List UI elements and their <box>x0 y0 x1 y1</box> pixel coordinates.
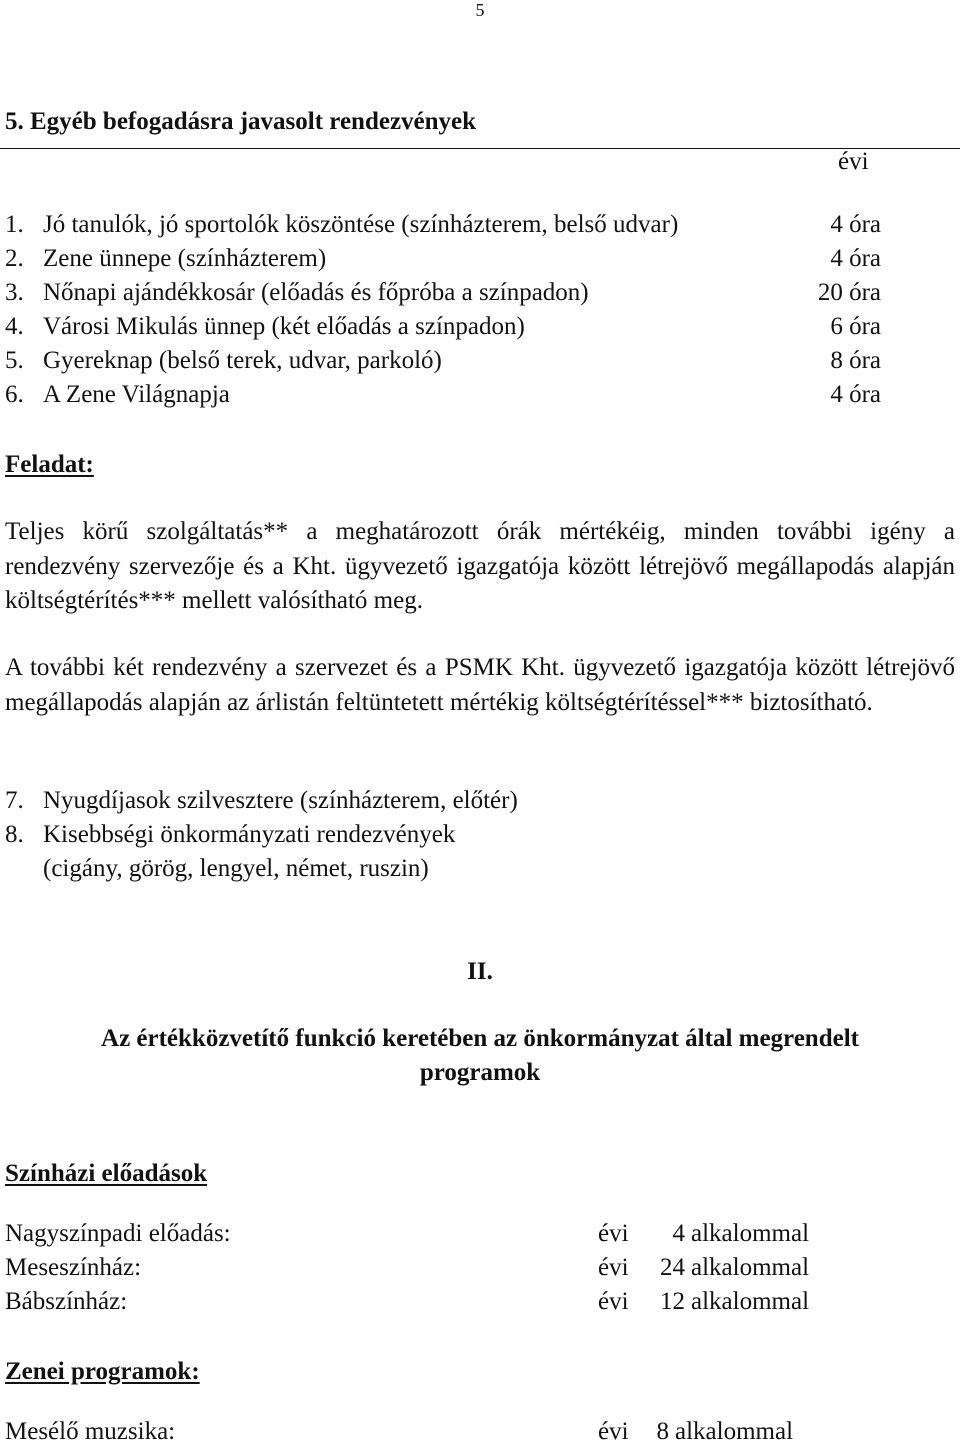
schedule-unit: alkalommal <box>691 1288 810 1315</box>
section-heading: 5. Egyéb befogadásra javasolt rendezvények <box>5 108 477 135</box>
item-text: A Zene Világnapja <box>43 381 230 408</box>
list-item <box>5 313 881 347</box>
item-number: 6. <box>5 381 24 408</box>
item-text: Kisebbségi önkormányzati rendezvények <box>43 821 456 848</box>
list-item <box>5 381 881 415</box>
item-number: 8. <box>5 821 24 848</box>
item-text: Nyugdíjasok szilvesztere (színházterem, előtér) <box>43 787 518 814</box>
schedule-evi: évi <box>598 1418 629 1445</box>
task-label: Feladat: <box>5 451 94 478</box>
schedule-label: Bábszínház: <box>5 1288 128 1315</box>
list-item-continuation <box>5 855 881 889</box>
item-hours: 4 óra <box>830 245 881 272</box>
section-divider <box>0 148 960 149</box>
list-item <box>5 347 881 381</box>
list-item <box>5 211 881 245</box>
item-number: 1. <box>5 211 24 238</box>
list-item <box>5 787 881 821</box>
item-number: 5. <box>5 347 24 374</box>
item-number: 3. <box>5 279 24 306</box>
schedule-evi: évi <box>598 1254 629 1281</box>
item-text: (cigány, görög, lengyel, német, ruszin) <box>43 855 429 882</box>
schedule-evi: évi <box>598 1288 629 1315</box>
item-hours: 4 óra <box>830 381 881 408</box>
item-hours: 20 óra <box>817 279 881 306</box>
item-hours: 4 óra <box>830 211 881 238</box>
item-text: Városi Mikulás ünnep (két előadás a színpadon) <box>43 313 525 340</box>
item-text: Nőnapi ajándékkosár (előadás és főpróba a színpadon) <box>43 279 589 306</box>
item-number: 4. <box>5 313 24 340</box>
schedule-evi: évi <box>598 1220 629 1247</box>
item-number: 2. <box>5 245 24 272</box>
schedule-count: 24 <box>660 1254 685 1281</box>
schedule-unit: alkalommal <box>691 1220 810 1247</box>
theatre-heading: Színházi előadások <box>5 1160 208 1187</box>
list-item <box>5 245 881 279</box>
item-text: Zene ünnepe (színházterem) <box>43 245 327 272</box>
item-text: Gyereknap (belső terek, udvar, parkoló) <box>43 347 442 374</box>
schedule-count: 4 <box>672 1220 685 1247</box>
item-hours: 8 óra <box>830 347 881 374</box>
schedule-label: Meseszínház: <box>5 1254 142 1281</box>
page-number: 5 <box>475 0 485 20</box>
paragraph-service: Teljes körű szolgáltatás** a meghatározott órák mértékéig, minden további igény a rendezvény szervezője és a Kht. ügyvezető igazgatója között létrejövő megállapodás alapján költségtérítés*** mellett valósítható meg. <box>5 518 955 614</box>
schedule-label: Mesélő muzsika: <box>5 1418 176 1445</box>
part-roman-numeral: II. <box>467 958 493 985</box>
schedule-label: Nagyszínpadi előadás: <box>5 1220 231 1247</box>
part-title-line1: Az értékközvetítő funkció keretében az önkormányzat által megrendelt <box>101 1025 859 1052</box>
part-title-line2: programok <box>419 1059 541 1086</box>
item-number: 7. <box>5 787 24 814</box>
list-item <box>5 821 881 855</box>
list-item <box>5 279 881 313</box>
schedule-count: 8 <box>656 1418 669 1445</box>
paragraph-further-events: A további két rendezvény a szervezet és a PSMK Kht. ügyvezető igazgatója között létrejövő megállapodás alapján az árlistán feltüntetett mértékig költségtérítéssel*** biztosítható. <box>5 654 955 716</box>
music-heading: Zenei programok: <box>5 1358 200 1385</box>
item-hours: 6 óra <box>830 313 881 340</box>
schedule-unit: alkalommal <box>691 1254 810 1281</box>
item-text: Jó tanulók, jó sportolók köszöntése (színházterem, belső udvar) <box>43 211 679 238</box>
column-label-evi: évi <box>838 148 869 175</box>
schedule-unit: alkalommal <box>675 1418 794 1445</box>
schedule-count: 12 <box>660 1288 685 1315</box>
